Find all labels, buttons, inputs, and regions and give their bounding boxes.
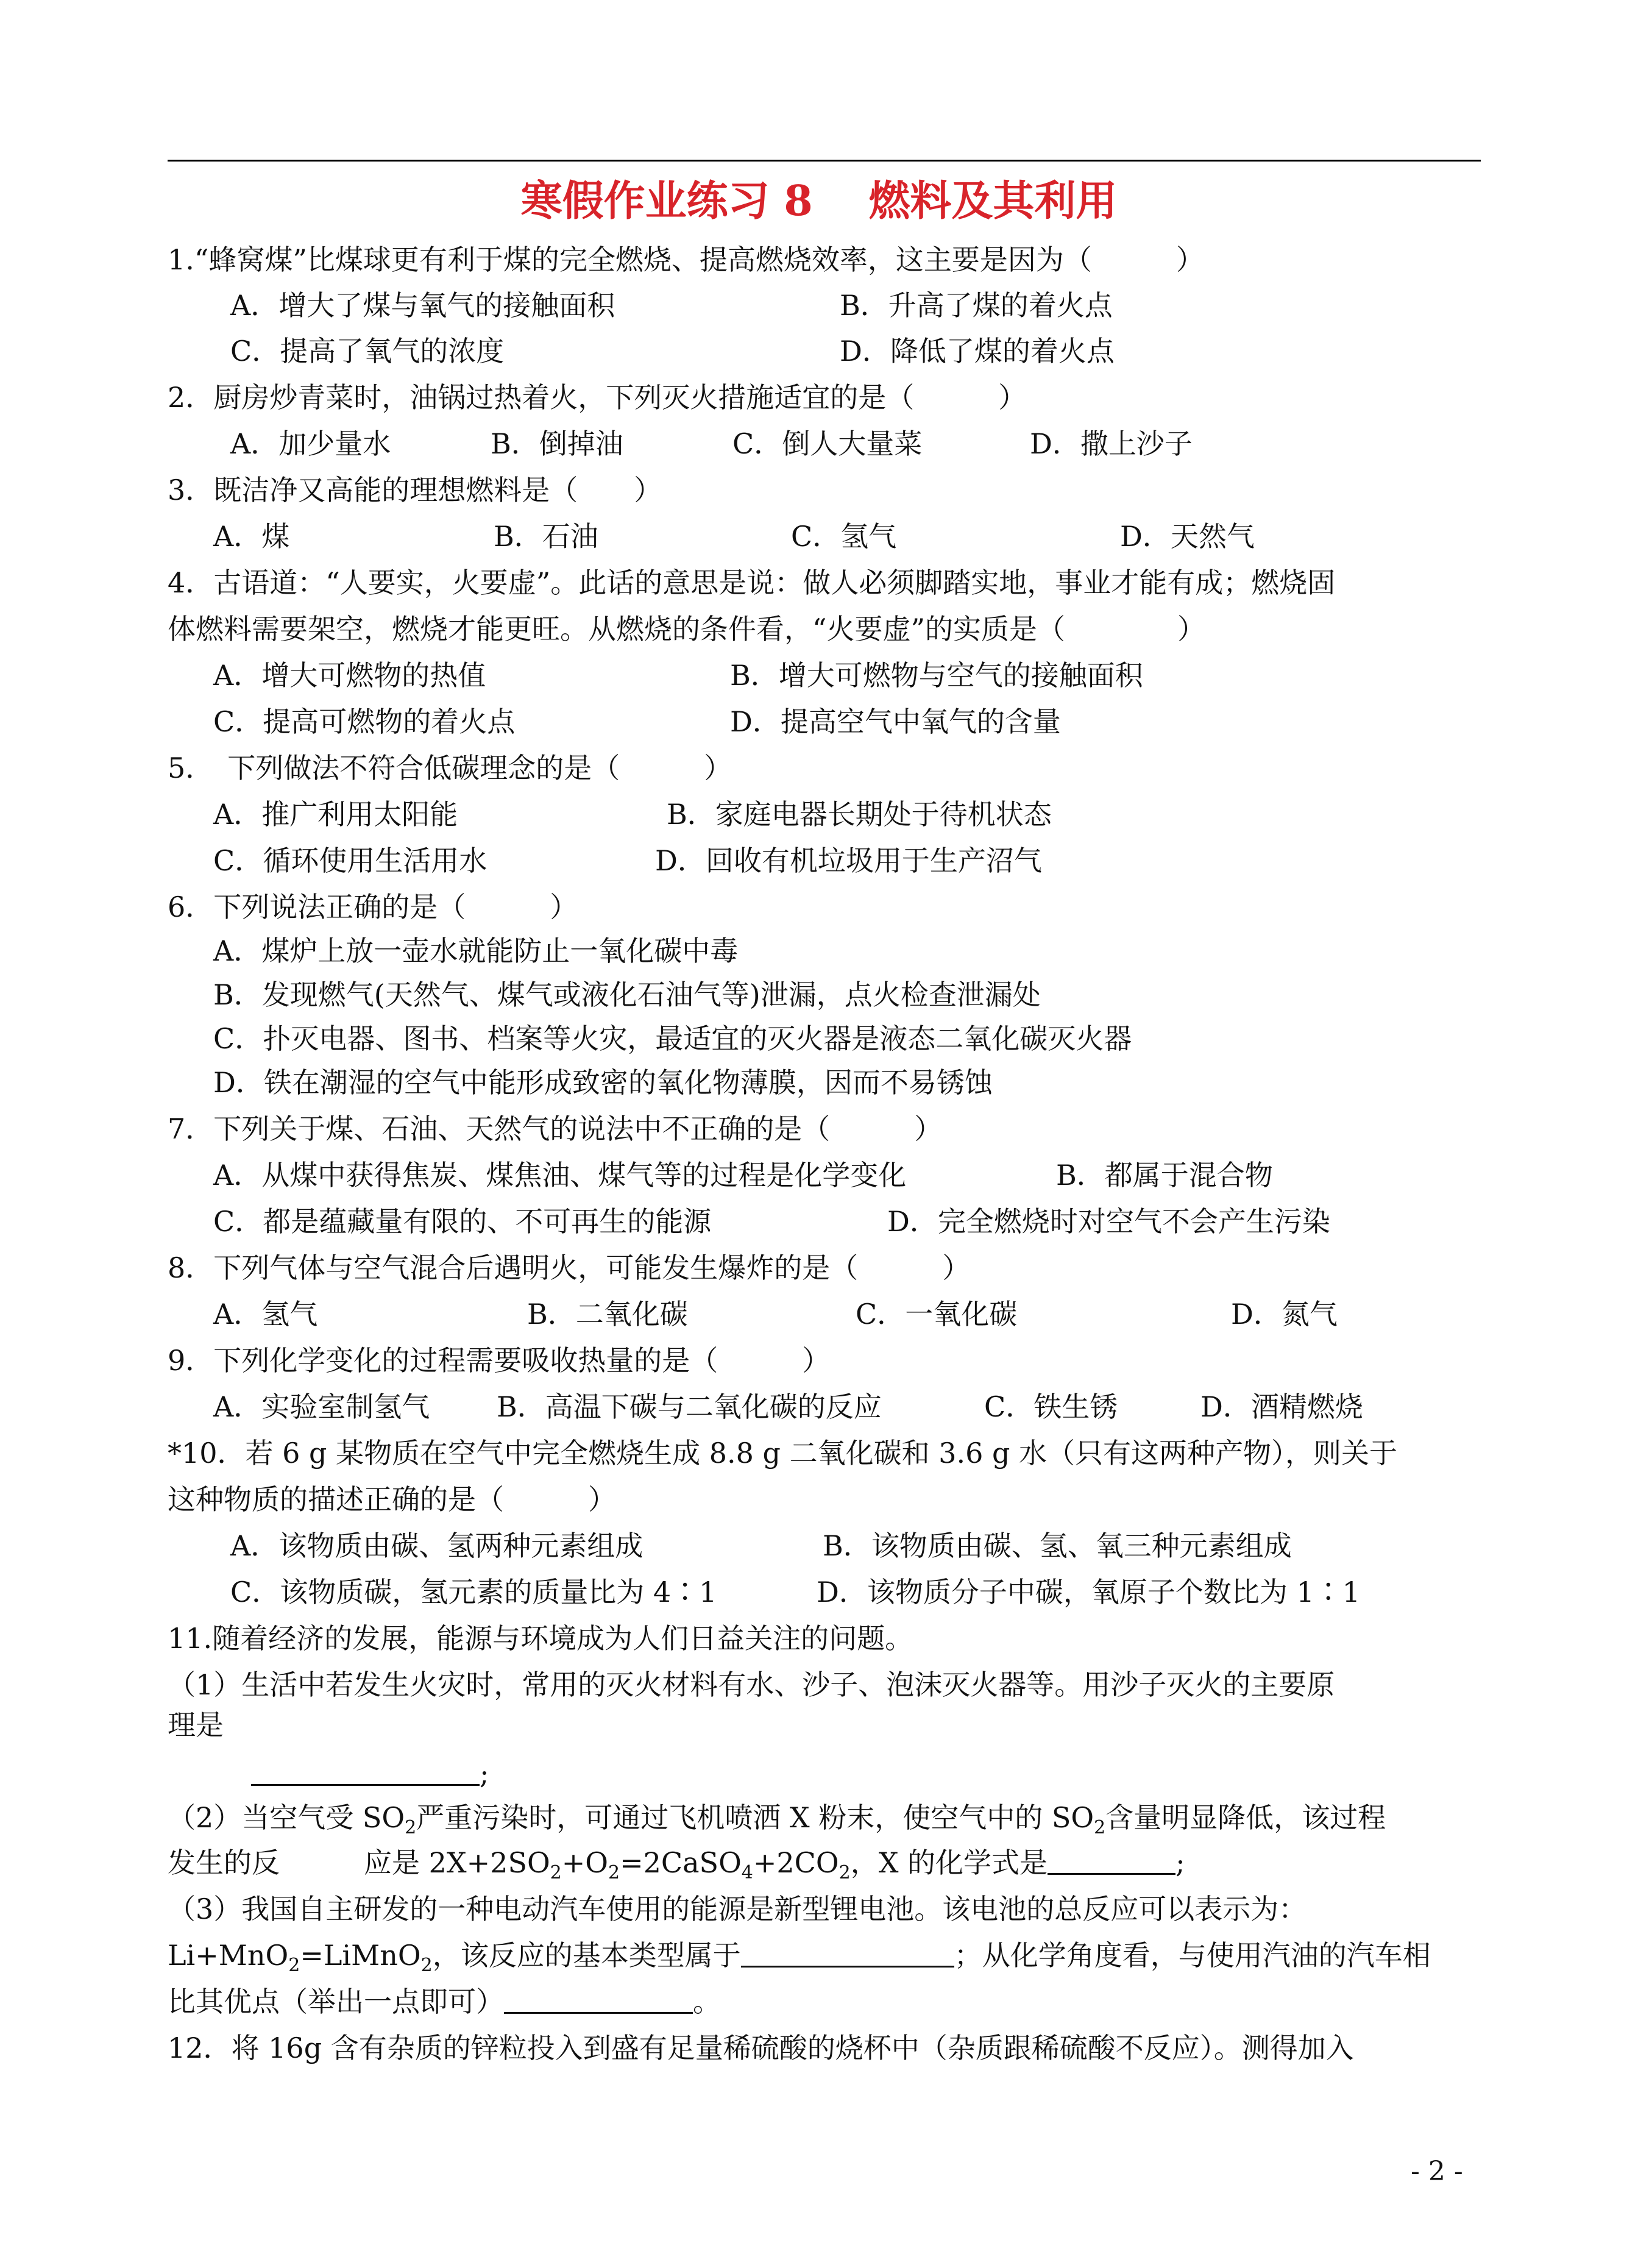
q11-part-1-cont: 理是	[168, 1708, 224, 1741]
q4-option-c: C．提高可燃物的着火点	[213, 705, 516, 738]
q11-part-2-cont: 发生的反 应是 $2X+2SO_2+O_2=2CaSO_4+2CO_2$，X 的化学式是 ;	[168, 1846, 1185, 1884]
q9-option-d: D．酒精燃烧	[1200, 1390, 1363, 1423]
q11-part-3-cont: Li+MnO$_2$=LiMnO$_2$，该反应的基本类型属于 ；从化学角度看，与使用汽油的汽车相	[168, 1939, 1431, 1977]
q6-option-a: A．煤炉上放一壶水就能防止一氧化碳中毒	[213, 934, 739, 967]
q1-option-c: C．提高了氧气的浓度	[230, 335, 505, 368]
question-9: 9．下列化学变化的过程需要吸收热量的是（ ）	[168, 1344, 831, 1377]
q5-option-a: A．推广利用太阳能	[213, 798, 458, 831]
q7-option-a: A．从煤中获得焦炭、煤焦油、煤气等的过程是化学变化	[213, 1159, 907, 1192]
answer-blank[interactable]	[1048, 1846, 1175, 1875]
q11-part-1: （1）生活中若发生火灾时，常用的灭火材料有水、沙子、泡沫灭火器等。用沙子灭火的主要原	[168, 1668, 1335, 1701]
q9-option-a: A．实验室制氢气	[213, 1390, 430, 1423]
q10-option-d: D．该物质分子中碳，氧原子个数比为 1∶1	[817, 1576, 1361, 1609]
q4-option-a: A．增大可燃物的热值	[213, 659, 486, 692]
question-6: 6．下列说法正确的是（ ）	[168, 890, 578, 923]
q2-option-b: B．倒掉油	[491, 427, 623, 460]
q5-option-c: C．循环使用生活用水	[213, 844, 488, 877]
question-8: 8．下列气体与空气混合后遇明火，可能发生爆炸的是（ ）	[168, 1251, 971, 1284]
q3-option-b: B．石油	[494, 520, 598, 553]
q5-option-b: B．家庭电器长期处于待机状态	[667, 798, 1052, 831]
question-1: 1.“蜂窝煤”比煤球更有利于煤的完全燃烧、提高燃烧效率，这主要是因为（ ）	[168, 243, 1204, 276]
q11-part-3: （3）我国自主研发的一种电动汽车使用的能源是新型锂电池。该电池的总反应可以表示为：	[168, 1893, 1307, 1925]
q3-option-c: C．氢气	[791, 520, 897, 553]
q1-option-a: A．增大了煤与氧气的接触面积	[230, 289, 615, 322]
question-10-cont: 这种物质的描述正确的是（ ）	[168, 1483, 616, 1516]
question-3: 3．既洁净又高能的理想燃料是（ ）	[168, 474, 662, 507]
question-2: 2．厨房炒青菜时，油锅过热着火，下列灭火措施适宜的是（ ）	[168, 381, 1027, 414]
q7-option-c: C．都是蕴藏量有限的、不可再生的能源	[213, 1205, 712, 1238]
q3-option-d: D．天然气	[1120, 520, 1255, 553]
question-11: 11.随着经济的发展，能源与环境成为人们日益关注的问题。	[168, 1622, 913, 1655]
answer-blank[interactable]	[504, 1985, 693, 2014]
question-10: *10．若 6 g 某物质在空气中完全燃烧生成 8.8 g 二氧化碳和 3.6 g 水（只有这两种产物），则关于	[168, 1437, 1398, 1470]
q11-part-2: （2）当空气受 $SO_2$严重污染时，可通过飞机喷洒 X 粉末，使空气中的 $SO_2$含量明显降低，该过程	[168, 1801, 1386, 1839]
question-4: 4．古语道：“人要实，火要虚”。此话的意思是说：做人必须脚踏实地，事业才能有成；燃烧固	[168, 566, 1336, 599]
q9-option-b: B．高温下碳与二氧化碳的反应	[497, 1390, 882, 1423]
header-rule	[168, 160, 1481, 162]
q3-option-a: A．煤	[213, 520, 290, 553]
answer-blank[interactable]	[741, 1939, 954, 1968]
q8-option-b: B．二氧化碳	[527, 1298, 688, 1331]
q2-option-d: D．撒上沙子	[1030, 427, 1193, 460]
q6-option-c: C．扑灭电器、图书、档案等火灾，最适宜的灭火器是液态二氧化碳灭火器	[213, 1022, 1132, 1055]
q1-option-b: B．升高了煤的着火点	[840, 289, 1113, 322]
q6-option-d: D．铁在潮湿的空气中能形成致密的氧化物薄膜，因而不易锈蚀	[213, 1066, 993, 1099]
question-4-cont: 体燃料需要架空，燃烧才能更旺。从燃烧的条件看，“火要虚”的实质是（ ）	[168, 613, 1206, 645]
question-5: 5． 下列做法不符合低碳理念的是（ ）	[168, 752, 732, 784]
q4-option-d: D．提高空气中氧气的含量	[730, 705, 1061, 738]
page-number: - 2 -	[1411, 2156, 1463, 2187]
q8-option-c: C．一氧化碳	[856, 1298, 1018, 1331]
answer-blank[interactable]	[251, 1757, 480, 1786]
page-title: 寒假作业练习 8 燃料及其利用	[520, 177, 1118, 226]
q5-option-d: D．回收有机垃圾用于生产沼气	[655, 844, 1042, 877]
q4-option-b: B．增大可燃物与空气的接触面积	[730, 659, 1143, 692]
q7-option-d: D．完全燃烧时对空气不会产生污染	[887, 1205, 1330, 1238]
question-7: 7．下列关于煤、石油、天然气的说法中不正确的是（ ）	[168, 1112, 943, 1145]
q11-part-1-answer-line: ;	[251, 1755, 489, 1792]
q10-option-c: C．该物质碳，氢元素的质量比为 4∶1	[230, 1576, 717, 1609]
q1-option-d: D．降低了煤的着火点	[840, 335, 1115, 368]
q10-option-a: A．该物质由碳、氢两种元素组成	[230, 1529, 644, 1562]
q2-option-c: C．倒人大量菜	[732, 427, 923, 460]
q9-option-c: C．铁生锈	[984, 1390, 1118, 1423]
question-12: 12．将 16g 含有杂质的锌粒投入到盛有足量稀硫酸的烧杯中（杂质跟稀硫酸不反应）。测得加入	[168, 2032, 1354, 2064]
q7-option-b: B．都属于混合物	[1056, 1159, 1273, 1192]
q2-option-a: A．加少量水	[230, 427, 391, 460]
q8-option-d: D．氮气	[1231, 1298, 1338, 1331]
q6-option-b: B．发现燃气(天然气、煤气或液化石油气等)泄漏，点火检查泄漏处	[213, 978, 1041, 1011]
q8-option-a: A．氢气	[213, 1298, 318, 1331]
q11-part-3-advantage: 比其优点（举出一点即可） 。	[168, 1985, 721, 2018]
q10-option-b: B．该物质由碳、氢、氧三种元素组成	[823, 1529, 1292, 1562]
